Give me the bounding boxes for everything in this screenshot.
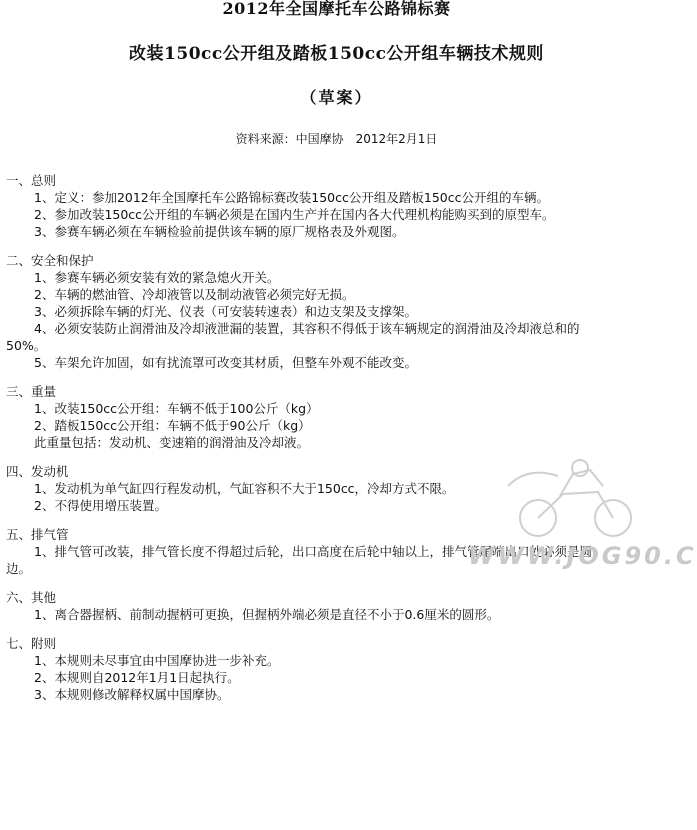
list-item: 2、不得使用增压装置。	[34, 498, 167, 513]
list-item: 3、必须拆除车辆的灯光、仪表（可安装转速表）和边支架及支撑架。	[34, 304, 417, 319]
section-title: 五、排气管	[6, 527, 69, 542]
list-item: 1、排气管可改装，排气管长度不得超过后轮，出口高度在后轮中轴以上，排气管尾端出口处必须是圆边。	[6, 544, 592, 576]
doc-title: 2012年全国摩托车公路锦标赛	[222, 0, 451, 18]
list-item: 2、参加改装150cc公开组的车辆必须是在国内生产并在国内各大代理机构能购买到的原型车。	[34, 207, 555, 222]
list-item: 1、定义：参加2012年全国摩托车公路锦标赛改装150cc公开组及踏板150cc公开组的车辆。	[34, 190, 549, 205]
list-item: 2、车辆的燃油管、冷却液管以及制动液管必须完好无损。	[34, 287, 355, 302]
list-item: 2、踏板150cc公开组：车辆不低于90公斤（kg）	[34, 418, 311, 433]
list-item: 3、本规则修改解释权属中国摩协。	[34, 687, 230, 702]
draft-label: （草案）	[300, 88, 373, 107]
list-item: 1、本规则未尽事宜由中国摩协进一步补充。	[34, 653, 280, 668]
rules-body	[6, 172, 646, 715]
watermark-text: WWW.JOG90.C	[468, 542, 697, 570]
list-item: 4、必须安装防止润滑油及冷却液泄漏的装置，其容积不得低于该车辆规定的润滑油及冷却液总和的50%。	[6, 321, 580, 353]
list-item: 1、离合器握柄、前制动握柄可更换，但握柄外端必须是直径不小于0.6厘米的圆形。	[34, 607, 500, 622]
watermark	[468, 456, 697, 576]
section-title: 二、安全和保护	[6, 253, 94, 268]
section-weight	[6, 383, 646, 451]
section-safety	[6, 252, 646, 371]
list-item: 1、改装150cc公开组：车辆不低于100公斤（kg）	[34, 401, 319, 416]
doc-subtitle: 改装150cc公开组及踏板150cc公开组车辆技术规则	[129, 44, 544, 64]
list-item: 1、发动机为单气缸四行程发动机，气缸容积不大于150cc，冷却方式不限。	[34, 481, 455, 496]
section-title: 六、其他	[6, 590, 57, 605]
section-appendix	[6, 635, 646, 703]
section-general	[6, 172, 646, 240]
list-item: 此重量包括：发动机、变速箱的润滑油及冷却液。	[34, 435, 310, 450]
section-title: 一、总则	[6, 173, 57, 188]
section-title: 四、发动机	[6, 464, 69, 479]
section-title: 三、重量	[6, 384, 57, 399]
section-other	[6, 589, 646, 623]
source-line: 资料来源：中国摩协 2012年2月1日	[235, 132, 438, 146]
list-item: 2、本规则自2012年1月1日起执行。	[34, 670, 240, 685]
list-item: 5、车架允许加固，如有扰流罩可改变其材质，但整车外观不能改变。	[34, 355, 417, 370]
list-item: 1、参赛车辆必须安装有效的紧急熄火开关。	[34, 270, 280, 285]
list-item: 3、参赛车辆必须在车辆检验前提供该车辆的原厂规格表及外观图。	[34, 224, 405, 239]
section-title: 七、附则	[6, 636, 57, 651]
motorcycle-rider-logo-icon	[468, 456, 673, 546]
